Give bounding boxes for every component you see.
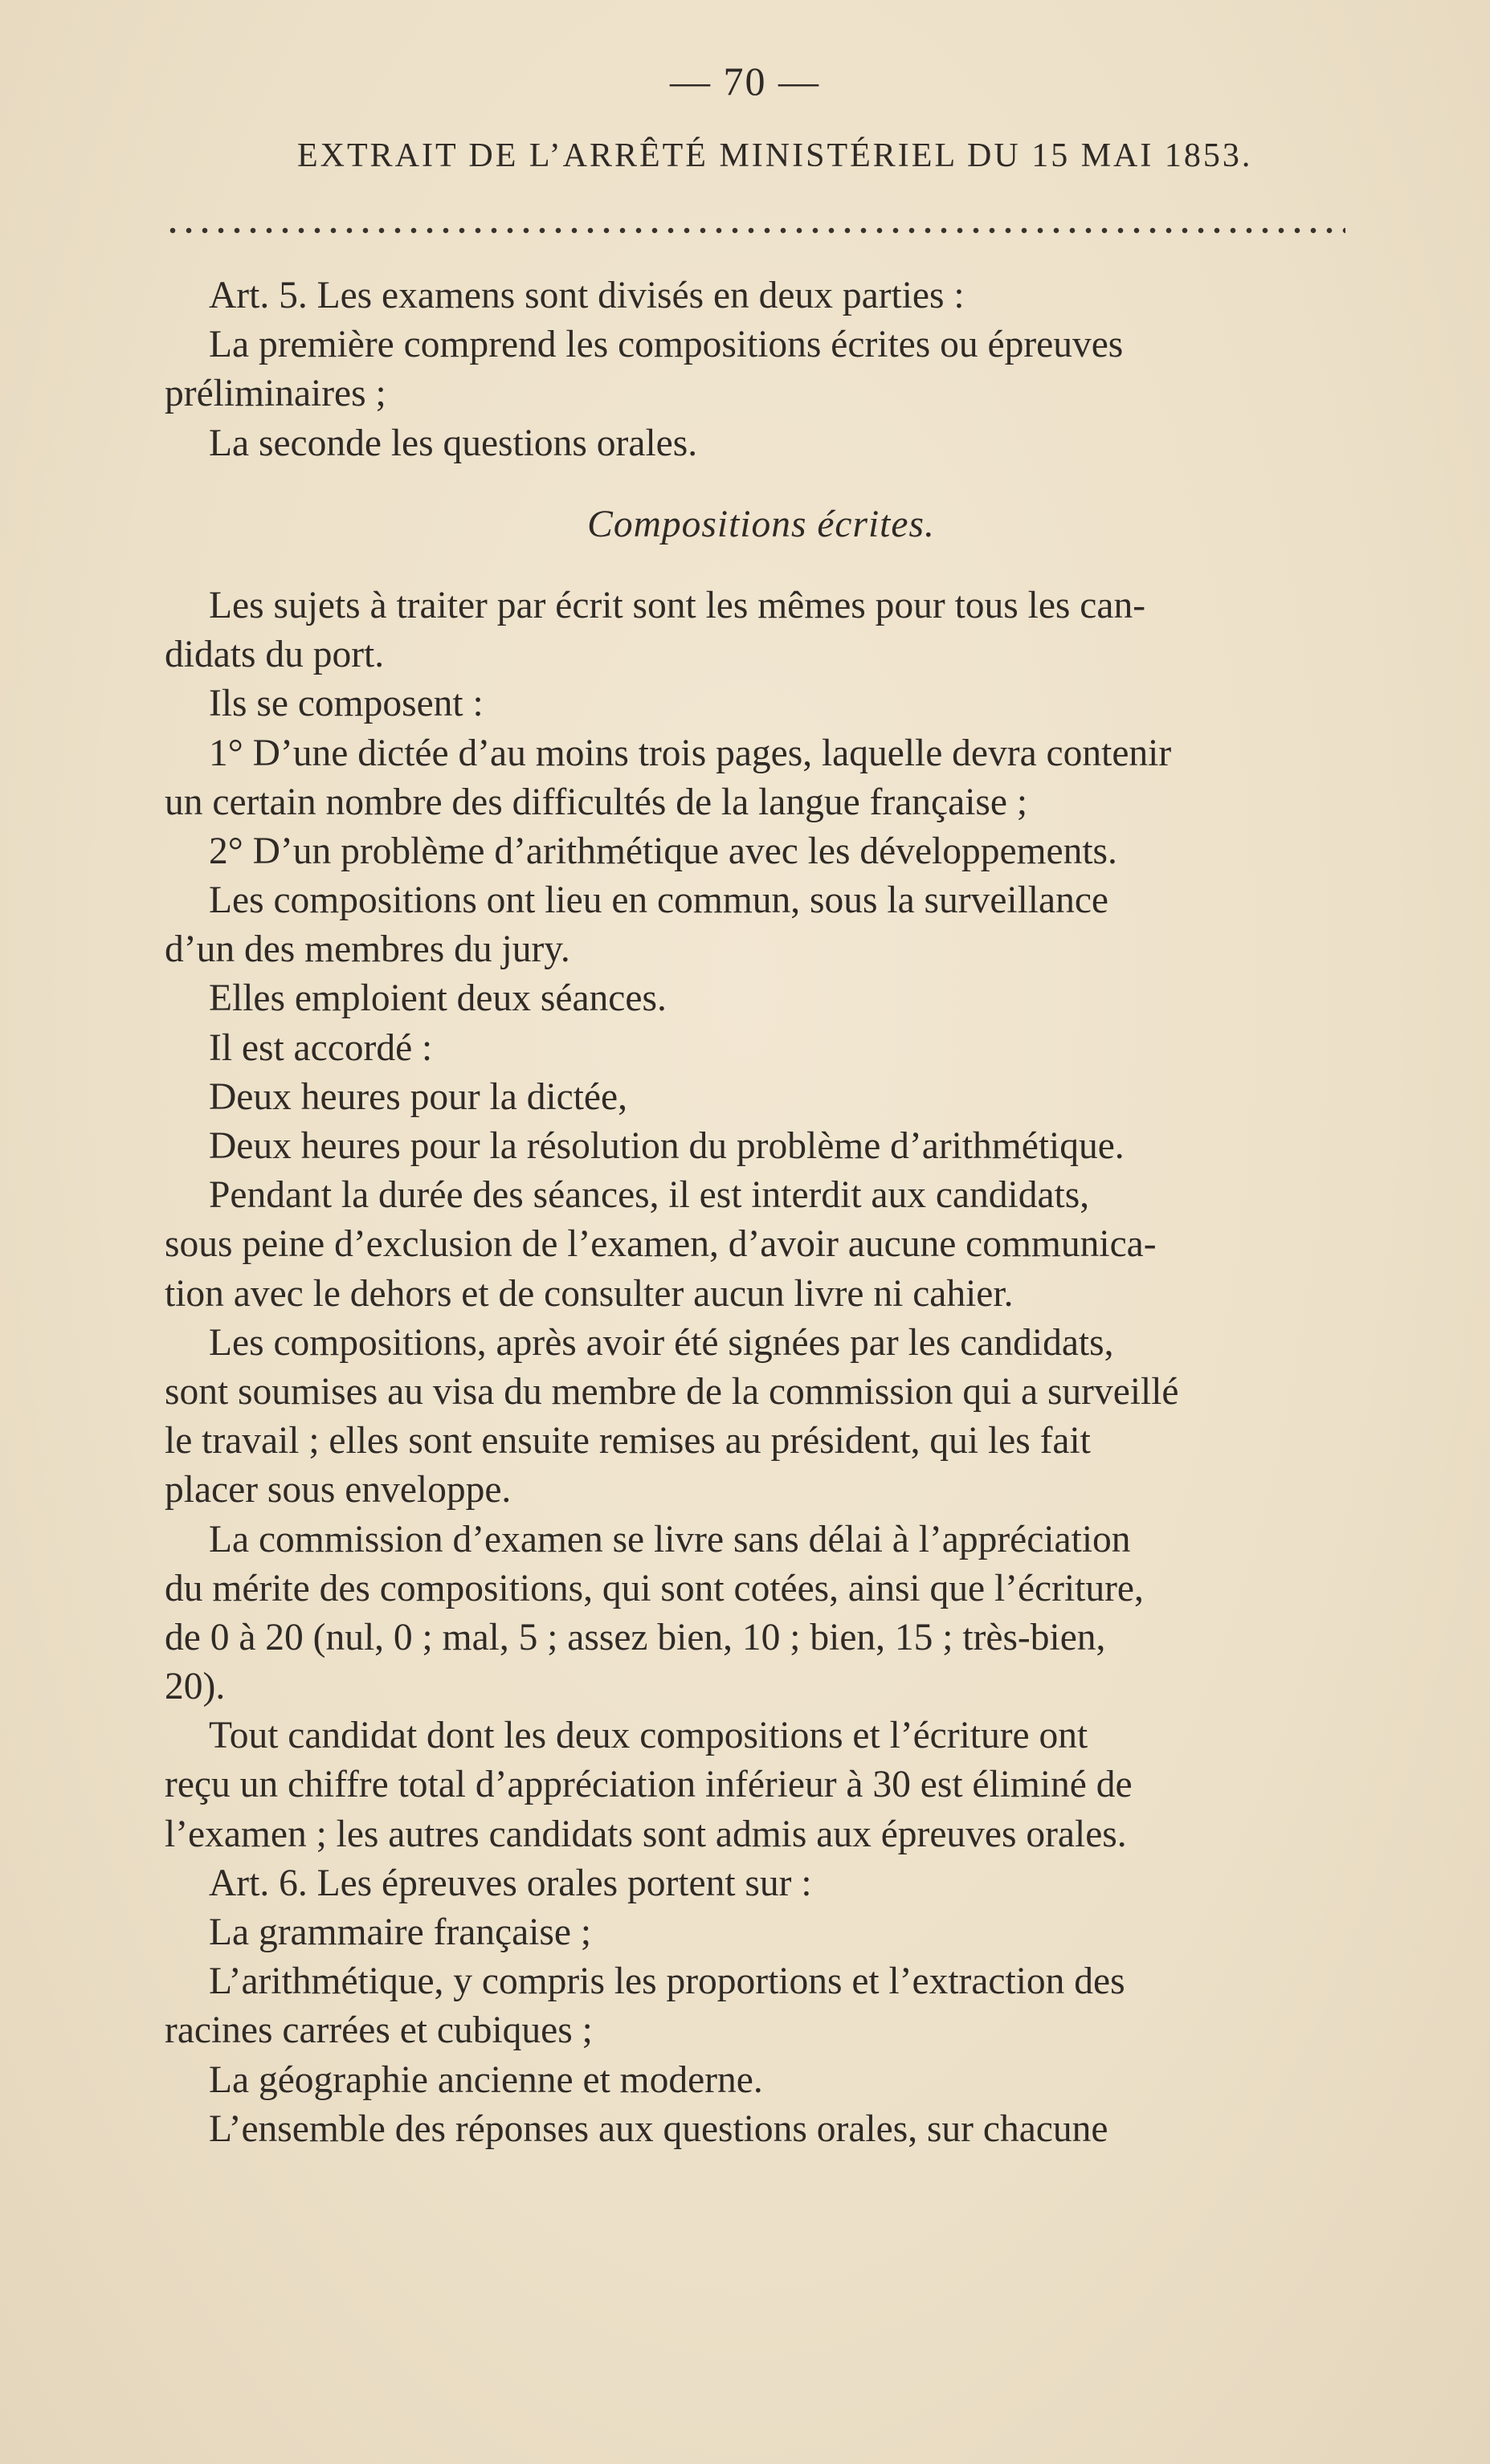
- text-line: L’ensemble des réponses aux questions orales, sur chacune: [209, 2107, 1108, 2150]
- text-line: de 0 à 20 (nul, 0 ; mal, 5 ; assez bien, 10 ; bien, 15 ; très-bien,: [165, 1616, 1106, 1658]
- page-header: EXTRAIT DE L’ARRÊTÉ MINISTÉRIEL DU 15 MAI 1853.: [297, 137, 1253, 174]
- text-line: d’un des membres du jury.: [165, 928, 570, 971]
- text-line: préliminaires ;: [165, 373, 386, 415]
- text-line: 20).: [165, 1666, 226, 1708]
- text-line: sont soumises au visa du membre de la commission qui a surveillé: [165, 1370, 1179, 1413]
- spacer: [165, 468, 1382, 500]
- text-line: un certain nombre des difficultés de la langue française ;: [165, 781, 1028, 823]
- body-text: [165, 271, 1382, 2154]
- text-line: le travail ; elles sont ensuite remises au président, qui les fait: [165, 1420, 1091, 1462]
- text-line: Les compositions ont lieu en commun, sous la surveillance: [209, 879, 1109, 922]
- text-line: sous peine d’exclusion de l’examen, d’avoir aucune communica-: [165, 1223, 1157, 1266]
- text-line: Art. 6. Les épreuves orales portent sur :: [209, 1862, 812, 1904]
- text-line: L’arithmétique, y compris les proportions et l’extraction des: [209, 1960, 1125, 2003]
- text-line: Art. 5. Les examens sont divisés en deux parties :: [209, 275, 965, 316]
- text-line: La grammaire française ;: [209, 1911, 592, 1953]
- text-line: Deux heures pour la résolution du problème d’arithmétique.: [209, 1125, 1125, 1167]
- text-line: l’examen ; les autres candidats sont admis aux épreuves orales.: [165, 1813, 1127, 1855]
- text-line: Tout candidat dont les deux compositions et l’écriture ont: [209, 1715, 1088, 1757]
- section-heading: Compositions écrites.: [587, 503, 935, 545]
- text-line: La seconde les questions orales.: [209, 422, 698, 464]
- text-line: La première comprend les compositions écrites ou épreuves: [209, 324, 1124, 366]
- text-line: Elles emploient deux séances.: [209, 977, 667, 1020]
- text-line: La géographie ancienne et moderne.: [209, 2058, 763, 2101]
- text-line: reçu un chiffre total d’appréciation inférieur à 30 est éliminé de: [165, 1764, 1133, 1806]
- text-line: tion avec le dehors et de consulter aucun livre ni cahier.: [165, 1272, 1014, 1315]
- text-line: racines carrées et cubiques ;: [165, 2009, 593, 2052]
- spacer: [165, 549, 1382, 581]
- text-line: La commission d’examen se livre sans délai à l’appréciation: [209, 1518, 1131, 1560]
- text-line: placer sous enveloppe.: [165, 1469, 512, 1511]
- text-line: 1° D’une dictée d’au moins trois pages, laquelle devra contenir: [209, 732, 1172, 774]
- text-line: Il est accordé :: [209, 1026, 433, 1069]
- text-line: Les sujets à traiter par écrit sont les mêmes pour tous les can-: [209, 584, 1146, 626]
- text-line: Pendant la durée des séances, il est interdit aux candidats,: [209, 1174, 1090, 1217]
- text-line: Les compositions, après avoir été signées par les candidats,: [209, 1321, 1114, 1364]
- text-line: 2° D’un problème d’arithmétique avec les développements.: [209, 830, 1117, 872]
- page-number: — 70 —: [670, 59, 820, 104]
- text-line: didats du port.: [165, 634, 385, 676]
- text-line: Deux heures pour la dictée,: [209, 1075, 627, 1118]
- text-line: du mérite des compositions, qui sont cotées, ainsi que l’écriture,: [165, 1567, 1144, 1609]
- text-line: Ils se composent :: [209, 683, 484, 725]
- dotted-separator: [165, 226, 1345, 235]
